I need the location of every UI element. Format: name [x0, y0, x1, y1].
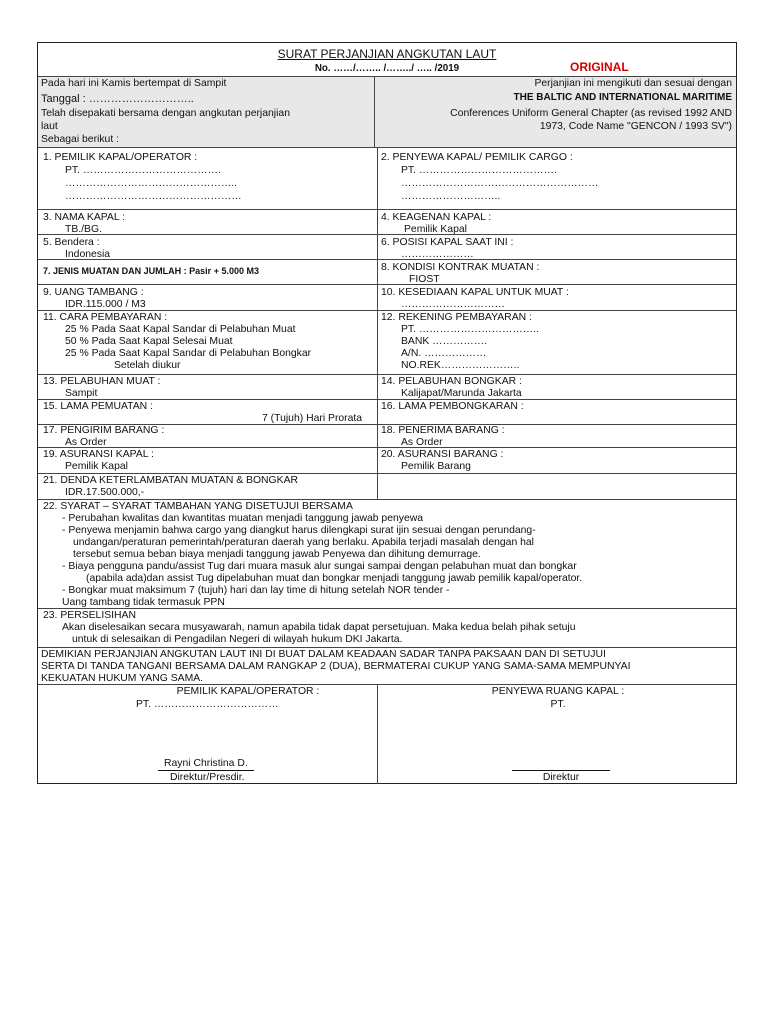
- item-19-label: 19. ASURANSI KAPAL :: [43, 449, 154, 460]
- original-stamp: ORIGINAL: [570, 60, 629, 74]
- item-15-label: 15. LAMA PEMUATAN :: [43, 401, 153, 412]
- row-line: [38, 647, 736, 648]
- item-21-label: 21. DENDA KETERLAMBATAN MUATAN & BONGKAR: [43, 475, 299, 486]
- item-12-value: PT. ……………………………..: [401, 324, 539, 335]
- row-line: [38, 76, 736, 77]
- item-8-label: 8. KONDISI KONTRAK MUATAN :: [381, 262, 540, 273]
- item-1-value: ……………………………………………: [65, 191, 242, 202]
- item-11-label: 11. CARA PEMBAYARAN :: [43, 312, 168, 323]
- item-10-value: …………………………: [401, 299, 505, 310]
- item-15-value: 7 (Tujuh) Hari Prorata: [262, 413, 363, 424]
- item-22-line: undangan/peraturan pemerintah/peraturan daerah yang berlaku. Apabila terjadi masalah dengan hal: [73, 537, 534, 548]
- row-line: [38, 399, 736, 400]
- item-23-line: untuk di selesaikan di Pengadilan Negeri di wilayah hukum DKI Jakarta.: [72, 634, 403, 645]
- item-2-value: PT. ………………………………….: [401, 165, 557, 176]
- item-12-value: NO.REK…………………..: [401, 360, 520, 371]
- signature-right-line: [512, 770, 610, 771]
- intro-right-2: THE BALTIC AND INTERNATIONAL MARITIME: [513, 92, 732, 103]
- item-16-label: 16. LAMA PEMBONGKARAN :: [381, 401, 524, 412]
- signature-right-pt: PT.: [550, 699, 566, 710]
- item-6-label: 6. POSISI KAPAL SAAT INI :: [381, 237, 514, 248]
- signature-left-name: Rayni Christina D.: [164, 758, 248, 769]
- item-1-value: …………………………………………..: [65, 178, 238, 189]
- item-12-label: 12. REKENING PEMBAYARAN :: [381, 312, 532, 323]
- item-12-value: A/N. ………………: [401, 348, 487, 359]
- closing-line: KEKUATAN HUKUM YANG SAMA.: [41, 673, 204, 684]
- item-20-label: 20. ASURANSI BARANG :: [381, 449, 504, 460]
- item-22-line: - Perubahan kwalitas dan kwantitas muatan menjadi tanggung jawab penyewa: [62, 513, 424, 524]
- item-2-label: 2. PENYEWA KAPAL/ PEMILIK CARGO :: [381, 152, 573, 163]
- item-11-value: 25 % Pada Saat Kapal Sandar di Pelabuhan Muat: [65, 324, 296, 335]
- item-7-label: 7. JENIS MUATAN DAN JUMLAH : Pasir + 5.000 M3: [43, 266, 259, 276]
- item-17-label: 17. PENGIRIM BARANG :: [43, 425, 165, 436]
- row-line: [38, 447, 736, 448]
- row-line: [38, 499, 736, 500]
- item-11-value: 50 % Pada Saat Kapal Selesai Muat: [65, 336, 233, 347]
- intro-right-4: 1973, Code Name "GENCON / 1993 SV"): [539, 121, 732, 132]
- signature-right-role: Direktur: [542, 772, 580, 783]
- item-22-line: - Bongkar muat maksimum 7 (tujuh) hari dan lay time di hitung setelah NOR tender -: [62, 585, 450, 596]
- signature-left-role: Direktur/Presdir.: [170, 772, 245, 783]
- item-11-value: Setelah diukur: [114, 360, 181, 371]
- row-line: [38, 473, 736, 474]
- item-17-value: As Order: [65, 437, 107, 448]
- row-line: [38, 259, 736, 260]
- item-22-label: 22. SYARAT – SYARAT TAMBAHAN YANG DISETUJUI BERSAMA: [43, 501, 353, 512]
- intro-right-1: Perjanjian ini mengikuti dan sesuai dengan: [534, 78, 732, 89]
- item-22-line: tersebut semua beban biaya menjadi tanggung jawab Penyewa dan dihitung demurrage.: [73, 549, 481, 560]
- item-22-line: (apabila ada)dan assist Tug dipelabuhan muat dan bongkar menjadi tanggung jawab pemilik kapal/operator.: [86, 573, 583, 584]
- intro-left-4: laut: [41, 121, 58, 132]
- item-3-value: TB./BG.: [65, 224, 102, 235]
- signature-right-title: PENYEWA RUANG KAPAL :: [491, 686, 625, 697]
- item-18-value: As Order: [401, 437, 443, 448]
- closing-line: SERTA DI TANDA TANGANI BERSAMA DALAM RANGKAP 2 (DUA), BERMATERAI CUKUP YANG SAMA-SAMA MEMPUNYAI: [41, 661, 631, 672]
- item-11-value: 25 % Pada Saat Kapal Sandar di Pelabuhan Bongkar: [65, 348, 312, 359]
- signature-left-line: [158, 770, 254, 771]
- item-23-label: 23. PERSELISIHAN: [43, 610, 136, 621]
- item-21-value: IDR.17.500.000,-: [65, 487, 145, 498]
- item-8-value: FIOST: [409, 274, 440, 285]
- item-22-line: Uang tambang tidak termasuk PPN: [62, 597, 225, 608]
- item-5-value: Indonesia: [65, 249, 111, 260]
- item-2-value: …………………………………………………: [401, 178, 599, 189]
- signature-left-title: PEMILIK KAPAL/OPERATOR :: [176, 686, 320, 697]
- row-line: [38, 209, 736, 210]
- item-4-label: 4. KEAGENAN KAPAL :: [381, 212, 492, 223]
- item-14-label: 14. PELABUHAN BONGKAR :: [381, 376, 522, 387]
- row-line: [38, 374, 736, 375]
- document-title: SURAT PERJANJIAN ANGKUTAN LAUT: [277, 47, 497, 61]
- item-9-label: 9. UANG TAMBANG :: [43, 287, 144, 298]
- item-1-value: PT. ………………………………….: [65, 165, 221, 176]
- item-14-value: Kalijapat/Marunda Jakarta: [401, 388, 522, 399]
- signature-left-pt: PT. ………………………………: [136, 699, 279, 710]
- item-1-label: 1. PEMILIK KAPAL/OPERATOR :: [43, 152, 198, 163]
- item-10-label: 10. KESEDIAAN KAPAL UNTUK MUAT :: [381, 287, 569, 298]
- item-9-value: IDR.115.000 / M3: [65, 299, 146, 310]
- column-divider: [377, 147, 378, 499]
- item-13-value: Sampit: [65, 388, 98, 399]
- item-4-value: Pemilik Kapal: [404, 224, 467, 235]
- row-line: [38, 234, 736, 235]
- item-19-value: Pemilik Kapal: [65, 461, 128, 472]
- intro-right-3: Conferences Uniform General Chapter (as revised 1992 AND: [450, 108, 732, 119]
- item-18-label: 18. PENERIMA BARANG :: [381, 425, 505, 436]
- intro-left-3: Telah disepakati bersama dengan angkutan perjanjian: [41, 108, 290, 119]
- charter-party-form: [37, 42, 737, 784]
- document-number: No. ……/…….. /……../ ….. /2019: [314, 63, 460, 74]
- intro-left-1: Pada hari ini Kamis bertempat di Sampit: [41, 78, 227, 89]
- item-5-label: 5. Bendera :: [43, 237, 100, 248]
- item-22-line: - Biaya pengguna pandu/assist Tug dari muara masuk alur sungai sampai dengan pelabuhan muat dan bongkar: [62, 561, 577, 572]
- row-line: [38, 147, 736, 148]
- row-line: [38, 284, 736, 285]
- item-6-value: …………………: [401, 249, 474, 260]
- column-divider: [374, 76, 375, 147]
- item-13-label: 13. PELABUHAN MUAT :: [43, 376, 161, 387]
- closing-line: DEMIKIAN PERJANJIAN ANGKUTAN LAUT INI DI BUAT DALAM KEADAAN SADAR TANPA PAKSAAN DAN DI SETUJUI: [41, 649, 606, 660]
- item-2-value: ………………………..: [401, 191, 501, 202]
- item-12-value: BANK …………….: [401, 336, 488, 347]
- item-23-line: Akan diselesaikan secara musyawarah, namun apabila tidak dapat persetujuan. Maka kedua belah pihak setuju: [62, 622, 576, 633]
- intro-left-5: Sebagai berikut :: [41, 134, 119, 145]
- column-divider: [377, 684, 378, 784]
- item-20-value: Pemilik Barang: [401, 461, 471, 472]
- item-3-label: 3. NAMA KAPAL :: [43, 212, 126, 223]
- intro-left-2: Tanggal : ………………………..: [41, 93, 194, 105]
- item-22-line: - Penyewa menjamin bahwa cargo yang diangkut harus dilengkapi surat ijin sesuai dengan perundang-: [62, 525, 536, 536]
